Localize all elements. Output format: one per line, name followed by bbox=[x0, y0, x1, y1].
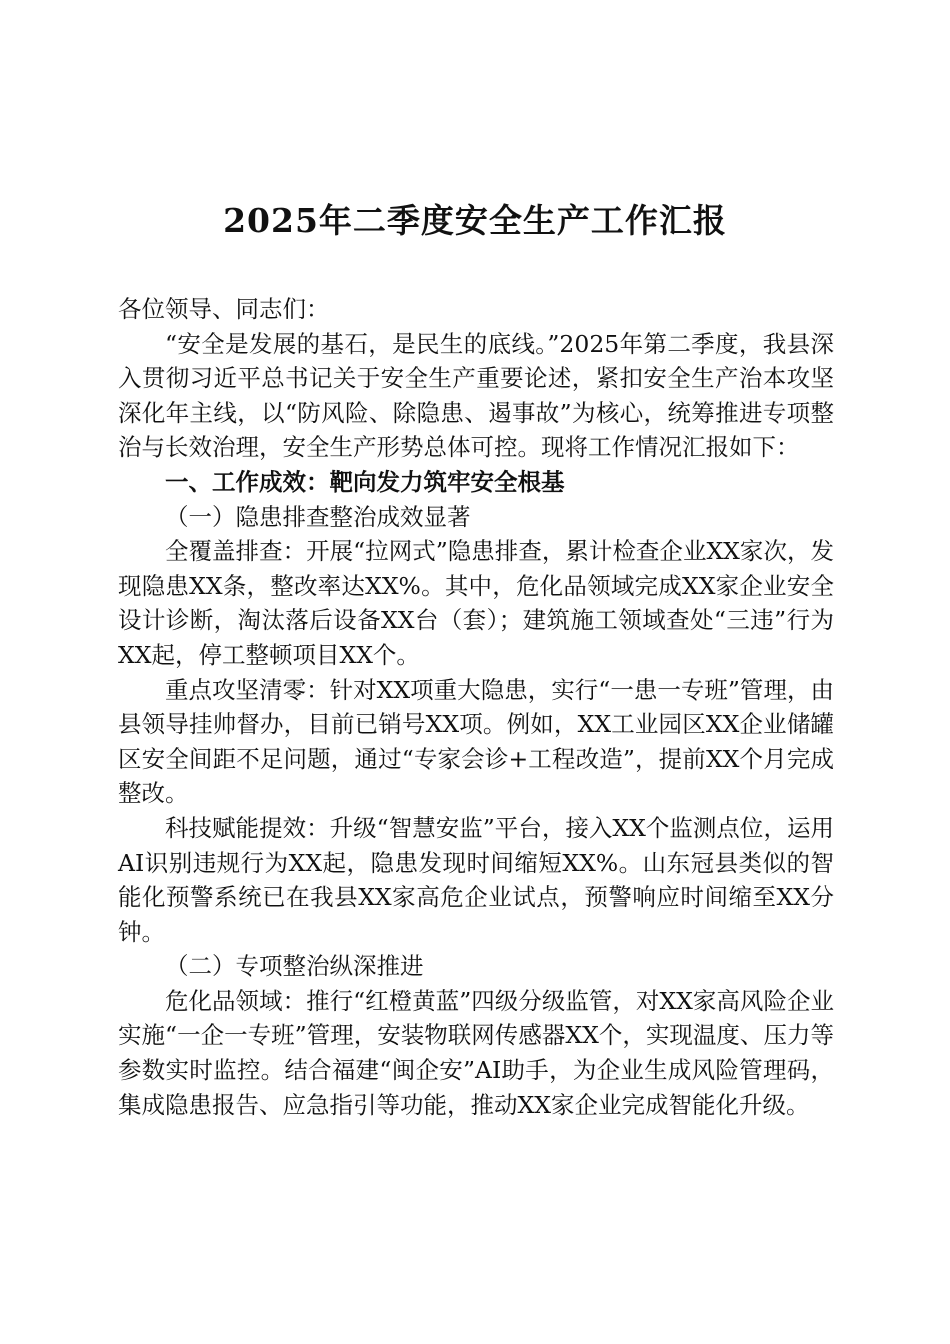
document-body bbox=[118, 292, 834, 1122]
subsection-heading: （二）专项整治纵深推进 bbox=[165, 952, 424, 981]
document-title: 2025年二季度安全生产工作汇报 bbox=[223, 201, 727, 240]
body-paragraph: 科技赋能提效：升级“智慧安监”平台，接入XX个监测点位，运用AI识别违规行为XX起，隐患发现时间缩短XX%。山东冠县类似的智能化预警系统已在我县XX家高危企业试点，预警响应时间缩至XX分钟。 bbox=[118, 813, 834, 946]
body-paragraph: 全覆盖排查：开展“拉网式”隐患排查，累计检查企业XX家次，发现隐患XX条，整改率达XX%。其中，危化品领域完成XX家企业安全设计诊断，淘汰落后设备XX台（套）；建筑施工领域查处“三违”行为XX起，停工整顿项目XX个。 bbox=[118, 537, 834, 669]
subsection-heading: （一）隐患排查整治成效显著 bbox=[165, 502, 471, 531]
intro-paragraph: “安全是发展的基石，是民生的底线。”2025年第二季度，我县深入贯彻习近平总书记关于安全生产重要论述，紧扣安全生产治本攻坚深化年主线，以“防风险、除隐患、遏事故”为核心，统筹推进专项整治与长效治理，安全生产形势总体可控。现将工作情况汇报如下： bbox=[118, 329, 834, 462]
salutation: 各位领导、同志们： bbox=[118, 295, 330, 323]
body-paragraph: 危化品领域：推行“红橙黄蓝”四级分级监管，对XX家高风险企业实施“一企一专班”管理，安装物联网传感器XX个，实现温度、压力等参数实时监控。结合福建“闽企安”AI助手，为企业生成风险管理码，集成隐患报告、应急指引等功能，推动XX家企业完成智能化升级。 bbox=[118, 986, 834, 1119]
body-paragraph: 重点攻坚清零：针对XX项重大隐患，实行“一患一专班”管理，由县领导挂帅督办，目前已销号XX项。例如，XX工业园区XX企业储罐区安全间距不足问题，通过“专家会诊+工程改造”，提前XX个月完成整改。 bbox=[118, 675, 834, 808]
section-heading: 一、工作成效：靶向发力筑牢安全根基 bbox=[165, 467, 565, 496]
